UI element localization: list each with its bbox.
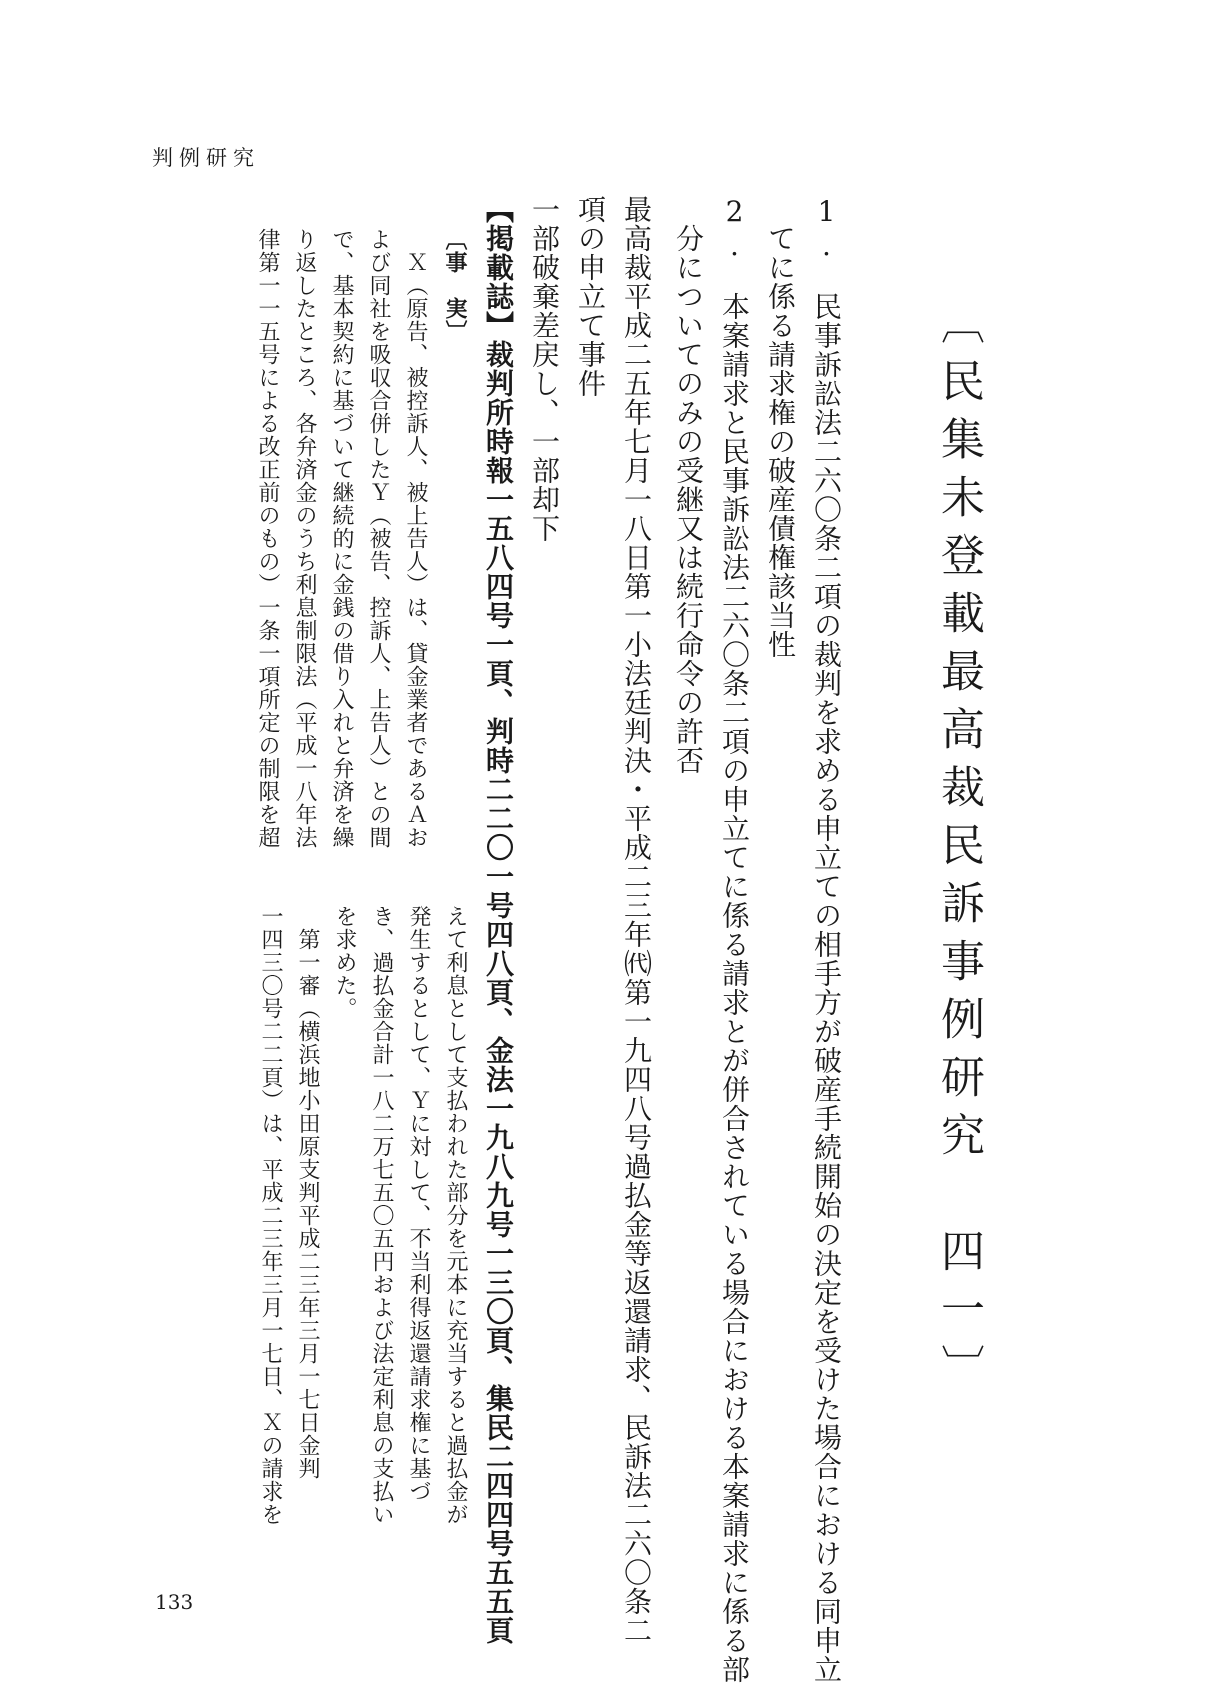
facts-line: で、基本契約に基づいて継続的に金銭の借り入れと弁済を繰 xyxy=(329,228,354,849)
running-head: 判例研究 xyxy=(152,146,260,170)
headnote-line: 2. 本案請求と民事訴訟法二六〇条二項の申立てに係る請求とが併合されている場合における本案請求に係る部 xyxy=(718,195,751,1684)
page-number: 133 xyxy=(155,1590,194,1614)
facts-line: Ｘ（原告、被控訴人、被上告人）は、貸金業者であるＡお xyxy=(403,228,428,849)
facts-heading: 〔事 実〕 xyxy=(442,228,468,343)
case-line: 【掲載誌】裁判所時報一五八四号一頁、判時二二〇一号四八頁、金法一九八九号一三〇頁、集民二四四号五五頁 xyxy=(482,195,515,1645)
case-line: 項の申立て事件 xyxy=(574,195,607,398)
headnote-line: 分についてのみの受継又は続行命令の許否 xyxy=(672,195,705,775)
case-line: 一部破棄差戻し、一部却下 xyxy=(528,195,561,543)
facts-line: 第一審（横浜地小田原支判平成二三年三月一七日金判 xyxy=(295,905,320,1480)
facts-line: 一四三〇号二二頁）は、平成二三年三月一七日、Ｘの請求を xyxy=(258,905,283,1526)
facts-line: き、過払金合計一八二万七五〇五円および法定利息の支払い xyxy=(369,905,394,1526)
article-title: 〔民集未登載最高裁民訴事例研究 四一〕 xyxy=(933,300,984,1402)
facts-line: り返したところ、各弁済金のうち利息制限法（平成一八年法 xyxy=(292,228,317,849)
headnote-line: 1. 民事訴訟法二六〇条二項の裁判を求める申立ての相手方が破産手続開始の決定を受けた場合における同申立 xyxy=(810,195,843,1684)
case-line: 最高裁平成二五年七月一八日第一小法廷判決・平成二三年㈹第一九四八号過払金等返還請求、民訴法二六〇条二 xyxy=(620,195,653,1645)
facts-line: よび同社を吸収合併したＹ（被告、控訴人、上告人）との間 xyxy=(366,228,391,849)
facts-line: えて利息として支払われた部分を元本に充当すると過払金が xyxy=(443,905,468,1526)
headnote-line: てに係る請求権の破産債権該当性 xyxy=(764,195,797,659)
facts-line: を求めた。 xyxy=(332,905,357,1020)
facts-line: 律第一一五号による改正前のもの）一条一項所定の制限を超 xyxy=(255,228,280,849)
facts-line: 発生するとして、Ｙに対して、不当利得返還請求権に基づ xyxy=(406,905,431,1503)
